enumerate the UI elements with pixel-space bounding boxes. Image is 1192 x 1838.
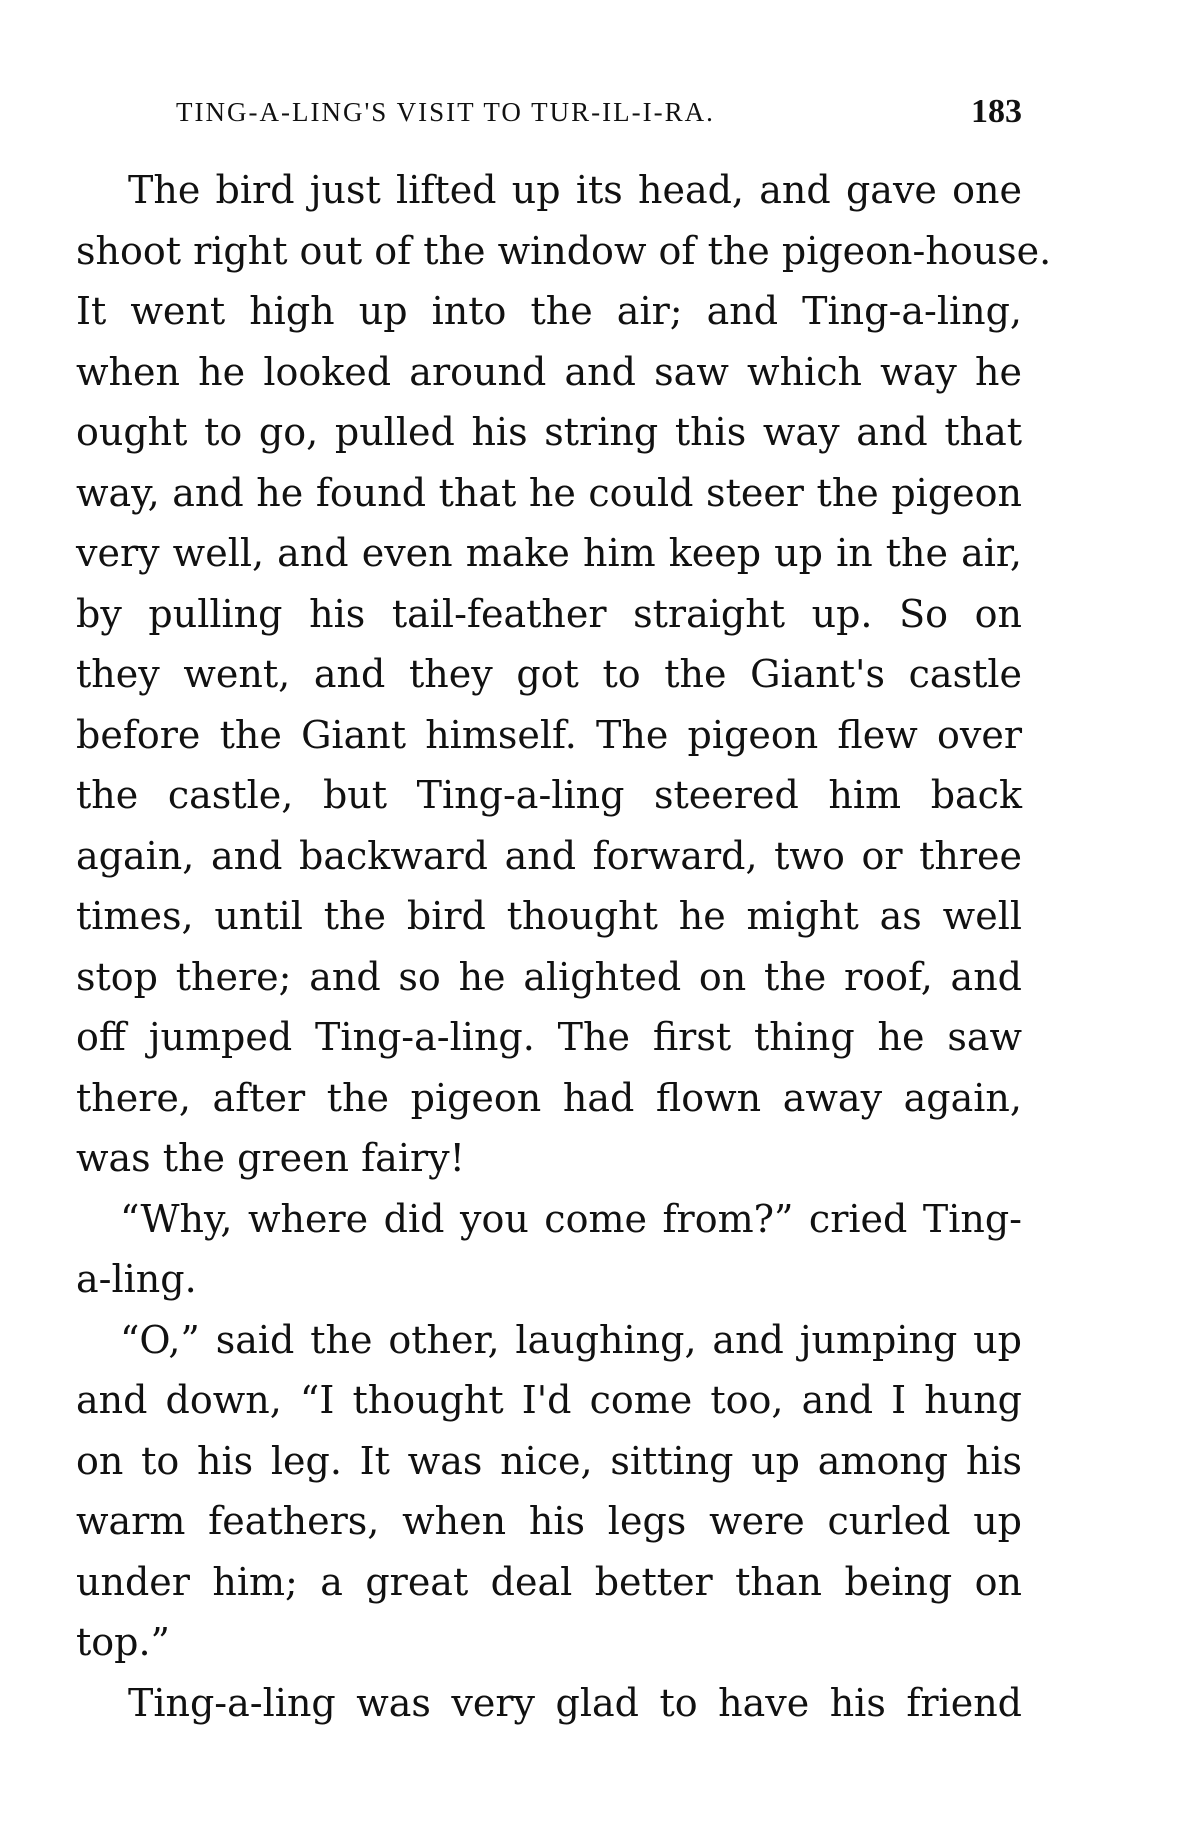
text-line: off jumped Ting-a-ling. The first thing he saw [76, 1015, 1022, 1059]
text-line: the castle, but Ting-a-ling steered him back [76, 773, 1022, 817]
text-line: on to his leg. It was nice, sitting up among his [76, 1438, 1022, 1483]
text-line: top.” [76, 1620, 170, 1664]
text-line: way, and he found that he could steer the pigeon [76, 470, 1022, 515]
text-line: warm feathers, when his legs were curled up [76, 1499, 1022, 1543]
text-line: and down, “I thought I'd come too, and I hung [76, 1378, 1022, 1422]
text-line: stop there; and so he alighted on the roof, and [76, 954, 1022, 999]
text-line: ought to go, pulled his string this way and that [76, 410, 1022, 454]
text-line: very well, and even make him keep up in the air, [76, 531, 1022, 575]
paragraph [76, 1310, 1022, 1673]
text-line: “Why, where did you come from?” cried Ting- [120, 1196, 1022, 1241]
paragraph [76, 160, 1052, 1189]
running-title: TING-A-LING'S VISIT TO TUR-IL-I-RA. [176, 97, 715, 127]
text-line: under him; a great deal better than being on [76, 1559, 1022, 1604]
text-line: a-ling. [76, 1257, 197, 1301]
text-line: there, after the pigeon had flown away again, [76, 1075, 1022, 1120]
page-header [76, 92, 1022, 132]
text-line: times, until the bird thought he might as well [76, 894, 1022, 938]
page-number: 183 [971, 93, 1022, 130]
text-line: when he looked around and saw which way he [76, 349, 1022, 394]
text-line: “O,” said the other, laughing, and jumping up [120, 1317, 1022, 1362]
text-line: before the Giant himself. The pigeon flew over [76, 712, 1022, 757]
text-line: The bird just lifted up its head, and gave one [128, 168, 1022, 212]
text-line: It went high up into the air; and Ting-a-ling, [76, 289, 1022, 333]
text-line: by pulling his tail-feather straight up. So on [76, 591, 1022, 636]
text-line: Ting-a-ling was very glad to have his friend [128, 1680, 1022, 1725]
text-line: was the green fairy! [76, 1136, 465, 1180]
text-line: they went, and they got to the Giant's castle [76, 652, 1022, 696]
paragraph [76, 1673, 1022, 1734]
paragraph [76, 1189, 1022, 1310]
text-line: again, and backward and forward, two or three [76, 833, 1022, 878]
body-text [76, 160, 1052, 1733]
text-line: shoot right out of the window of the pigeon-house. [76, 228, 1052, 273]
